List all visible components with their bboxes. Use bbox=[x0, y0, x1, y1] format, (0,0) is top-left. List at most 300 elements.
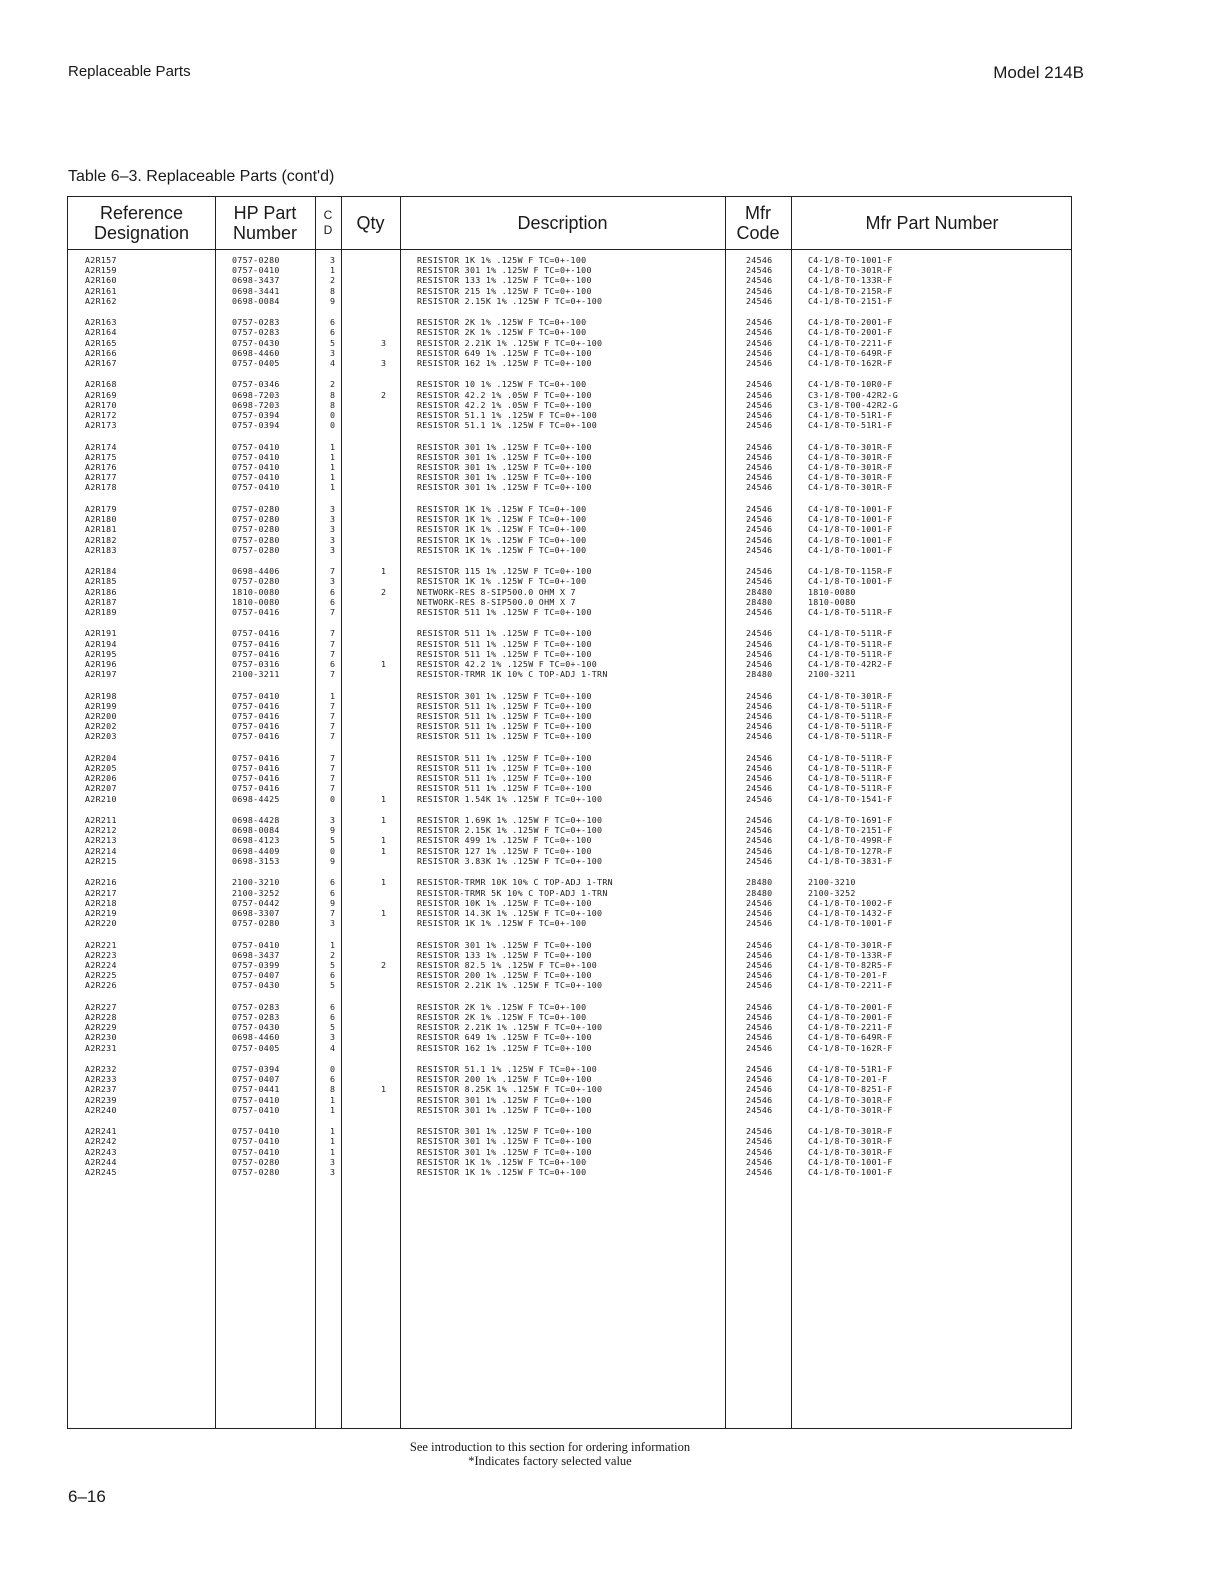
check-digit-cell: 6 bbox=[330, 970, 336, 981]
table-body bbox=[68, 255, 1071, 1189]
row-group bbox=[68, 940, 1071, 991]
check-digit-cell: 7 bbox=[330, 763, 336, 774]
table-row bbox=[68, 1147, 1071, 1157]
mfr-part-number-cell: C4-1/8-T0-511R-F bbox=[808, 731, 893, 742]
check-digit-cell: 6 bbox=[330, 1001, 336, 1012]
hp-part-number-cell: 0757-0280 bbox=[232, 1156, 280, 1167]
check-digit-cell: 1 bbox=[330, 1126, 336, 1137]
mfr-code-cell: 24546 bbox=[746, 1104, 773, 1115]
description-cell: RESISTOR 133 1% .125W F TC=0+-100 bbox=[417, 949, 592, 960]
quantity-cell: 3 bbox=[381, 357, 387, 368]
ref-designation-cell: A2R180 bbox=[85, 514, 117, 525]
description-cell: NETWORK-RES 8-SIP500.0 OHM X 7 bbox=[417, 586, 576, 597]
table-row bbox=[68, 980, 1071, 990]
table-caption: Table 6–3. Replaceable Parts (cont'd) bbox=[68, 168, 335, 185]
hp-part-number-cell: 0757-0416 bbox=[232, 628, 280, 639]
mfr-part-number-cell: C4-1/8-T0-301R-F bbox=[808, 939, 893, 950]
mfr-code-cell: 24546 bbox=[746, 420, 773, 431]
check-digit-cell: 5 bbox=[330, 337, 336, 348]
ref-designation-cell: A2R186 bbox=[85, 586, 117, 597]
ref-designation-cell: A2R182 bbox=[85, 534, 117, 545]
description-cell: RESISTOR 511 1% .125W F TC=0+-100 bbox=[417, 648, 592, 659]
quantity-cell: 1 bbox=[381, 835, 387, 846]
ref-designation-cell: A2R204 bbox=[85, 752, 117, 763]
table-row bbox=[68, 535, 1071, 545]
hp-part-number-cell: 0698-4409 bbox=[232, 845, 280, 856]
description-cell: RESISTOR-TRMR 5K 10% C TOP-ADJ 1-TRN bbox=[417, 887, 608, 898]
hp-part-number-cell: 0757-0416 bbox=[232, 711, 280, 722]
table-row bbox=[68, 390, 1071, 400]
ref-designation-cell: A2R213 bbox=[85, 835, 117, 846]
check-digit-cell: 1 bbox=[330, 265, 336, 276]
mfr-code-cell: 24546 bbox=[746, 462, 773, 473]
table-row bbox=[68, 265, 1071, 275]
check-digit-cell: 3 bbox=[330, 815, 336, 826]
hp-part-number-cell: 0757-0416 bbox=[232, 752, 280, 763]
footnote-ordering: See introduction to this section for ordering information bbox=[409, 1440, 691, 1454]
hp-part-number-cell: 0757-0280 bbox=[232, 524, 280, 535]
quantity-cell: 1 bbox=[381, 1084, 387, 1095]
hp-part-number-cell: 0757-0280 bbox=[232, 534, 280, 545]
table-row bbox=[68, 783, 1071, 793]
row-group bbox=[68, 691, 1071, 742]
mfr-code-cell: 24546 bbox=[746, 628, 773, 639]
table-row bbox=[68, 825, 1071, 835]
mfr-code-cell: 24546 bbox=[746, 897, 773, 908]
description-cell: RESISTOR 3.83K 1% .125W F TC=0+-100 bbox=[417, 855, 603, 866]
mfr-part-number-cell: C4-1/8-T0-2211-F bbox=[808, 980, 893, 991]
hp-part-number-cell: 0698-3437 bbox=[232, 275, 280, 286]
ref-designation-cell: A2R214 bbox=[85, 845, 117, 856]
description-cell: RESISTOR 1K 1% .125W F TC=0+-100 bbox=[417, 918, 587, 929]
hp-part-number-cell: 0757-0430 bbox=[232, 1022, 280, 1033]
mfr-code-cell: 24546 bbox=[746, 265, 773, 276]
check-digit-cell: 2 bbox=[330, 379, 336, 390]
description-cell: RESISTOR 115 1% .125W F TC=0+-100 bbox=[417, 566, 592, 577]
mfr-code-cell: 24546 bbox=[746, 606, 773, 617]
hp-part-number-cell: 0757-0410 bbox=[232, 1094, 280, 1105]
hp-part-number-cell: 0757-0410 bbox=[232, 1126, 280, 1137]
mfr-code-cell: 24546 bbox=[746, 451, 773, 462]
hp-part-number-cell: 0757-0283 bbox=[232, 1012, 280, 1022]
mfr-part-number-cell: C4-1/8-T0-51R1-F bbox=[808, 420, 893, 431]
mfr-code-cell: 24546 bbox=[746, 1126, 773, 1137]
mfr-part-number-cell: C4-1/8-T0-301R-F bbox=[808, 265, 893, 276]
hp-part-number-cell: 2100-3211 bbox=[232, 669, 280, 680]
mfr-code-cell: 24546 bbox=[746, 389, 773, 400]
mfr-part-number-cell: C4-1/8-T0-133R-F bbox=[808, 275, 893, 286]
ref-designation-cell: A2R187 bbox=[85, 596, 117, 607]
description-cell: RESISTOR 2K 1% .125W F TC=0+-100 bbox=[417, 1012, 587, 1022]
hp-part-number-cell: 0698-7203 bbox=[232, 389, 280, 400]
mfr-part-number-cell: C4-1/8-T0-301R-F bbox=[808, 1104, 893, 1115]
description-cell: RESISTOR 301 1% .125W F TC=0+-100 bbox=[417, 451, 592, 462]
ref-designation-cell: A2R231 bbox=[85, 1042, 117, 1053]
mfr-code-cell: 24546 bbox=[746, 1064, 773, 1075]
ref-designation-cell: A2R175 bbox=[85, 451, 117, 462]
description-cell: RESISTOR 1.69K 1% .125W F TC=0+-100 bbox=[417, 815, 603, 826]
hp-part-number-cell: 0757-0283 bbox=[232, 327, 280, 338]
mfr-part-number-cell: C4-1/8-T0-115R-F bbox=[808, 566, 893, 577]
check-digit-cell: 7 bbox=[330, 700, 336, 711]
ref-designation-cell: A2R165 bbox=[85, 337, 117, 348]
description-cell: RESISTOR-TRMR 1K 10% C TOP-ADJ 1-TRN bbox=[417, 669, 608, 680]
ref-designation-cell: A2R239 bbox=[85, 1094, 117, 1105]
ref-designation-cell: A2R207 bbox=[85, 783, 117, 794]
description-cell: RESISTOR 1K 1% .125W F TC=0+-100 bbox=[417, 1167, 587, 1178]
description-cell: RESISTOR 2K 1% .125W F TC=0+-100 bbox=[417, 327, 587, 338]
ref-designation-cell: A2R181 bbox=[85, 524, 117, 535]
description-cell: RESISTOR 162 1% .125W F TC=0+-100 bbox=[417, 357, 592, 368]
check-digit-cell: 3 bbox=[330, 918, 336, 929]
column-header-hp-part-line2: Number bbox=[232, 223, 298, 243]
mfr-part-number-cell: C4-1/8-T0-649R-F bbox=[808, 347, 893, 358]
mfr-code-cell: 24546 bbox=[746, 855, 773, 866]
ref-designation-cell: A2R166 bbox=[85, 347, 117, 358]
table-row bbox=[68, 701, 1071, 711]
table-row bbox=[68, 856, 1071, 866]
hp-part-number-cell: 0757-0416 bbox=[232, 731, 280, 742]
table-row bbox=[68, 317, 1071, 327]
description-cell: RESISTOR 2.21K 1% .125W F TC=0+-100 bbox=[417, 337, 603, 348]
description-cell: RESISTOR 51.1 1% .125W F TC=0+-100 bbox=[417, 420, 598, 431]
mfr-code-cell: 24546 bbox=[746, 773, 773, 784]
table-row bbox=[68, 286, 1071, 296]
table-row bbox=[68, 472, 1071, 482]
check-digit-cell: 7 bbox=[330, 907, 336, 918]
row-group bbox=[68, 504, 1071, 555]
mfr-code-cell: 24546 bbox=[746, 1001, 773, 1012]
hp-part-number-cell: 0757-0280 bbox=[232, 918, 280, 929]
check-digit-cell: 4 bbox=[330, 357, 336, 368]
ref-designation-cell: A2R203 bbox=[85, 731, 117, 742]
table-row bbox=[68, 545, 1071, 555]
check-digit-cell: 1 bbox=[330, 482, 336, 493]
column-header-mfr-code-line2: Code bbox=[736, 223, 780, 243]
mfr-part-number-cell: C4-1/8-T0-1001-F bbox=[808, 918, 893, 929]
check-digit-cell: 7 bbox=[330, 711, 336, 722]
mfr-part-number-cell: C4-1/8-T0-511R-F bbox=[808, 700, 893, 711]
check-digit-cell: 9 bbox=[330, 897, 336, 908]
ref-designation-cell: A2R240 bbox=[85, 1104, 117, 1115]
description-cell: RESISTOR 133 1% .125W F TC=0+-100 bbox=[417, 275, 592, 286]
check-digit-cell: 1 bbox=[330, 1146, 336, 1157]
column-header-cd-line1: C bbox=[323, 208, 333, 222]
hp-part-number-cell: 0698-0084 bbox=[232, 295, 280, 306]
table-row bbox=[68, 1043, 1071, 1053]
quantity-cell: 1 bbox=[381, 566, 387, 577]
hp-part-number-cell: 2100-3210 bbox=[232, 877, 280, 888]
running-header-section: Replaceable Parts bbox=[68, 63, 191, 80]
hp-part-number-cell: 0698-4460 bbox=[232, 1032, 280, 1043]
ref-designation-cell: A2R243 bbox=[85, 1146, 117, 1157]
mfr-code-cell: 24546 bbox=[746, 970, 773, 981]
description-cell: RESISTOR 2.21K 1% .125W F TC=0+-100 bbox=[417, 980, 603, 991]
table-row bbox=[68, 753, 1071, 763]
ref-designation-cell: A2R161 bbox=[85, 285, 117, 296]
hp-part-number-cell: 0757-0280 bbox=[232, 1167, 280, 1178]
ref-designation-cell: A2R164 bbox=[85, 327, 117, 338]
hp-part-number-cell: 0757-0283 bbox=[232, 1001, 280, 1012]
description-cell: RESISTOR 1.54K 1% .125W F TC=0+-100 bbox=[417, 793, 603, 804]
check-digit-cell: 8 bbox=[330, 285, 336, 296]
hp-part-number-cell: 0757-0410 bbox=[232, 265, 280, 276]
check-digit-cell: 3 bbox=[330, 534, 336, 545]
mfr-code-cell: 24546 bbox=[746, 783, 773, 794]
mfr-part-number-cell: C4-1/8-T0-1002-F bbox=[808, 897, 893, 908]
check-digit-cell: 6 bbox=[330, 1012, 336, 1022]
hp-part-number-cell: 0698-0084 bbox=[232, 825, 280, 836]
check-digit-cell: 2 bbox=[330, 949, 336, 960]
mfr-part-number-cell: C4-1/8-T0-201-F bbox=[808, 1074, 888, 1085]
check-digit-cell: 8 bbox=[330, 399, 336, 410]
description-cell: RESISTOR 215 1% .125W F TC=0+-100 bbox=[417, 285, 592, 296]
mfr-part-number-cell: C4-1/8-T0-10R0-F bbox=[808, 379, 893, 390]
check-digit-cell: 1 bbox=[330, 441, 336, 452]
hp-part-number-cell: 0757-0410 bbox=[232, 939, 280, 950]
hp-part-number-cell: 0757-0405 bbox=[232, 357, 280, 368]
description-cell: RESISTOR 42.2 1% .05W F TC=0+-100 bbox=[417, 389, 592, 400]
mfr-code-cell: 24546 bbox=[746, 347, 773, 358]
description-cell: RESISTOR 301 1% .125W F TC=0+-100 bbox=[417, 1094, 592, 1105]
row-group bbox=[68, 1126, 1071, 1177]
column-header-cd bbox=[315, 197, 341, 249]
table-row bbox=[68, 691, 1071, 701]
ref-designation-cell: A2R223 bbox=[85, 949, 117, 960]
table-row bbox=[68, 482, 1071, 492]
hp-part-number-cell: 0757-0399 bbox=[232, 959, 280, 970]
table-row bbox=[68, 815, 1071, 825]
check-digit-cell: 6 bbox=[330, 317, 336, 328]
table-row bbox=[68, 255, 1071, 265]
description-cell: RESISTOR 2.21K 1% .125W F TC=0+-100 bbox=[417, 1022, 603, 1033]
mfr-code-cell: 24546 bbox=[746, 959, 773, 970]
column-header-mfr-part-number: Mfr Part Number bbox=[865, 213, 999, 233]
hp-part-number-cell: 0698-3153 bbox=[232, 855, 280, 866]
description-cell: RESISTOR 511 1% .125W F TC=0+-100 bbox=[417, 731, 592, 742]
mfr-part-number-cell: C4-1/8-T0-511R-F bbox=[808, 648, 893, 659]
table-row bbox=[68, 327, 1071, 337]
table-row bbox=[68, 348, 1071, 358]
mfr-code-cell: 24546 bbox=[746, 1074, 773, 1085]
mfr-part-number-cell: C4-1/8-T0-301R-F bbox=[808, 482, 893, 493]
mfr-part-number-cell: C4-1/8-T0-3831-F bbox=[808, 855, 893, 866]
mfr-part-number-cell: C4-1/8-T0-649R-F bbox=[808, 1032, 893, 1043]
check-digit-cell: 4 bbox=[330, 1042, 336, 1053]
check-digit-cell: 5 bbox=[330, 835, 336, 846]
hp-part-number-cell: 2100-3252 bbox=[232, 887, 280, 898]
table-row bbox=[68, 400, 1071, 410]
ref-designation-cell: A2R217 bbox=[85, 887, 117, 898]
ref-designation-cell: A2R167 bbox=[85, 357, 117, 368]
description-cell: RESISTOR 2K 1% .125W F TC=0+-100 bbox=[417, 1001, 587, 1012]
mfr-part-number-cell: C4-1/8-T0-511R-F bbox=[808, 638, 893, 649]
quantity-cell: 3 bbox=[381, 337, 387, 348]
table-row bbox=[68, 1074, 1071, 1084]
ref-designation-cell: A2R194 bbox=[85, 638, 117, 649]
description-cell: RESISTOR 200 1% .125W F TC=0+-100 bbox=[417, 1074, 592, 1085]
row-group bbox=[68, 753, 1071, 804]
mfr-part-number-cell: C4-1/8-T0-1001-F bbox=[808, 534, 893, 545]
mfr-code-cell: 24546 bbox=[746, 907, 773, 918]
table-row bbox=[68, 659, 1071, 669]
hp-part-number-cell: 0757-0410 bbox=[232, 1146, 280, 1157]
description-cell: RESISTOR 42.2 1% .125W F TC=0+-100 bbox=[417, 658, 598, 669]
description-cell: RESISTOR 301 1% .125W F TC=0+-100 bbox=[417, 690, 592, 701]
mfr-code-cell: 24546 bbox=[746, 566, 773, 577]
mfr-code-cell: 24546 bbox=[746, 399, 773, 410]
table-row bbox=[68, 888, 1071, 898]
column-header-hp-part-line1: HP Part bbox=[233, 203, 297, 223]
mfr-code-cell: 24546 bbox=[746, 379, 773, 390]
mfr-part-number-cell: C4-1/8-T0-2211-F bbox=[808, 1022, 893, 1033]
description-cell: RESISTOR 1K 1% .125W F TC=0+-100 bbox=[417, 524, 587, 535]
table-row bbox=[68, 514, 1071, 524]
mfr-part-number-cell: C4-1/8-T0-301R-F bbox=[808, 472, 893, 483]
ref-designation-cell: A2R220 bbox=[85, 918, 117, 929]
description-cell: RESISTOR 1K 1% .125W F TC=0+-100 bbox=[417, 544, 587, 555]
check-digit-cell: 1 bbox=[330, 1104, 336, 1115]
ref-designation-cell: A2R205 bbox=[85, 763, 117, 774]
table-row bbox=[68, 950, 1071, 960]
ref-designation-cell: A2R226 bbox=[85, 980, 117, 991]
table-row bbox=[68, 846, 1071, 856]
mfr-code-cell: 28480 bbox=[746, 596, 773, 607]
column-header-reference-line2: Designation bbox=[93, 223, 190, 243]
hp-part-number-cell: 1810-0080 bbox=[232, 586, 280, 597]
mfr-part-number-cell: C4-1/8-T0-1432-F bbox=[808, 907, 893, 918]
ref-designation-cell: A2R195 bbox=[85, 648, 117, 659]
ref-designation-cell: A2R189 bbox=[85, 606, 117, 617]
row-group bbox=[68, 566, 1071, 617]
mfr-code-cell: 24546 bbox=[746, 711, 773, 722]
table-row bbox=[68, 566, 1071, 576]
ref-designation-cell: A2R227 bbox=[85, 1001, 117, 1012]
ref-designation-cell: A2R185 bbox=[85, 576, 117, 587]
description-cell: RESISTOR 301 1% .125W F TC=0+-100 bbox=[417, 1146, 592, 1157]
hp-part-number-cell: 0698-3441 bbox=[232, 285, 280, 296]
column-header-mfr-code bbox=[725, 197, 791, 249]
mfr-part-number-cell: C4-1/8-T0-1691-F bbox=[808, 815, 893, 826]
ref-designation-cell: A2R162 bbox=[85, 295, 117, 306]
ref-designation-cell: A2R159 bbox=[85, 265, 117, 276]
description-cell: RESISTOR-TRMR 10K 10% C TOP-ADJ 1-TRN bbox=[417, 877, 613, 888]
table-row bbox=[68, 639, 1071, 649]
check-digit-cell: 0 bbox=[330, 793, 336, 804]
ref-designation-cell: A2R232 bbox=[85, 1064, 117, 1075]
ref-designation-cell: A2R169 bbox=[85, 389, 117, 400]
mfr-part-number-cell: 2100-3252 bbox=[808, 887, 856, 898]
ref-designation-cell: A2R202 bbox=[85, 721, 117, 732]
footnote-factory-selected: *Indicates factory selected value bbox=[468, 1454, 632, 1468]
hp-part-number-cell: 0757-0316 bbox=[232, 658, 280, 669]
table-row bbox=[68, 462, 1071, 472]
mfr-code-cell: 24546 bbox=[746, 1167, 773, 1178]
mfr-part-number-cell: C4-1/8-T0-511R-F bbox=[808, 783, 893, 794]
description-cell: RESISTOR 649 1% .125W F TC=0+-100 bbox=[417, 1032, 592, 1043]
mfr-code-cell: 24546 bbox=[746, 357, 773, 368]
mfr-code-cell: 24546 bbox=[746, 752, 773, 763]
hp-part-number-cell: 0757-0410 bbox=[232, 472, 280, 483]
mfr-code-cell: 24546 bbox=[746, 918, 773, 929]
ref-designation-cell: A2R233 bbox=[85, 1074, 117, 1085]
mfr-part-number-cell: C4-1/8-T0-301R-F bbox=[808, 690, 893, 701]
check-digit-cell: 7 bbox=[330, 638, 336, 649]
quantity-cell: 2 bbox=[381, 586, 387, 597]
ref-designation-cell: A2R211 bbox=[85, 815, 117, 826]
check-digit-cell: 3 bbox=[330, 1032, 336, 1043]
check-digit-cell: 6 bbox=[330, 1074, 336, 1085]
table-row bbox=[68, 442, 1071, 452]
row-group bbox=[68, 1064, 1071, 1115]
ref-designation-cell: A2R198 bbox=[85, 690, 117, 701]
mfr-code-cell: 24546 bbox=[746, 255, 773, 265]
mfr-code-cell: 24546 bbox=[746, 285, 773, 296]
table-row bbox=[68, 275, 1071, 285]
check-digit-cell: 7 bbox=[330, 783, 336, 794]
mfr-code-cell: 28480 bbox=[746, 877, 773, 888]
mfr-code-cell: 24546 bbox=[746, 472, 773, 483]
mfr-part-number-cell: C4-1/8-T0-511R-F bbox=[808, 606, 893, 617]
mfr-code-cell: 24546 bbox=[746, 482, 773, 493]
description-cell: RESISTOR 511 1% .125W F TC=0+-100 bbox=[417, 783, 592, 794]
column-header-reference-line1: Reference bbox=[99, 203, 184, 223]
hp-part-number-cell: 0757-0280 bbox=[232, 255, 280, 265]
hp-part-number-cell: 0757-0280 bbox=[232, 544, 280, 555]
table-row bbox=[68, 918, 1071, 928]
table-row bbox=[68, 773, 1071, 783]
quantity-cell: 1 bbox=[381, 793, 387, 804]
table-row bbox=[68, 358, 1071, 368]
mfr-code-cell: 24546 bbox=[746, 1032, 773, 1043]
description-cell: RESISTOR 511 1% .125W F TC=0+-100 bbox=[417, 752, 592, 763]
check-digit-cell: 0 bbox=[330, 420, 336, 431]
quantity-cell: 2 bbox=[381, 389, 387, 400]
ref-designation-cell: A2R191 bbox=[85, 628, 117, 639]
parts-table bbox=[67, 196, 1072, 1429]
mfr-part-number-cell: C4-1/8-T0-1001-F bbox=[808, 514, 893, 525]
mfr-part-number-cell: C4-1/8-T0-1001-F bbox=[808, 576, 893, 587]
mfr-code-cell: 24546 bbox=[746, 514, 773, 525]
table-row bbox=[68, 524, 1071, 534]
check-digit-cell: 7 bbox=[330, 752, 336, 763]
table-row bbox=[68, 970, 1071, 980]
mfr-part-number-cell: C4-1/8-T0-42R2-F bbox=[808, 658, 893, 669]
description-cell: RESISTOR 1K 1% .125W F TC=0+-100 bbox=[417, 255, 587, 265]
description-cell: RESISTOR 162 1% .125W F TC=0+-100 bbox=[417, 1042, 592, 1053]
mfr-part-number-cell: C4-1/8-T0-82R5-F bbox=[808, 959, 893, 970]
mfr-part-number-cell: C4-1/8-T0-1001-F bbox=[808, 255, 893, 265]
mfr-code-cell: 28480 bbox=[746, 586, 773, 597]
table-row bbox=[68, 1105, 1071, 1115]
ref-designation-cell: A2R160 bbox=[85, 275, 117, 286]
table-row bbox=[68, 763, 1071, 773]
mfr-code-cell: 24546 bbox=[746, 1094, 773, 1105]
check-digit-cell: 0 bbox=[330, 410, 336, 421]
ref-designation-cell: A2R173 bbox=[85, 420, 117, 431]
mfr-code-cell: 24546 bbox=[746, 793, 773, 804]
mfr-code-cell: 24546 bbox=[746, 317, 773, 328]
ref-designation-cell: A2R225 bbox=[85, 970, 117, 981]
ref-designation-cell: A2R184 bbox=[85, 566, 117, 577]
hp-part-number-cell: 0698-4460 bbox=[232, 347, 280, 358]
mfr-code-cell: 24546 bbox=[746, 1136, 773, 1147]
description-cell: RESISTOR 301 1% .125W F TC=0+-100 bbox=[417, 265, 592, 276]
table-row bbox=[68, 607, 1071, 617]
hp-part-number-cell: 0757-0407 bbox=[232, 1074, 280, 1085]
description-cell: RESISTOR 511 1% .125W F TC=0+-100 bbox=[417, 606, 592, 617]
description-cell: NETWORK-RES 8-SIP500.0 OHM X 7 bbox=[417, 596, 576, 607]
